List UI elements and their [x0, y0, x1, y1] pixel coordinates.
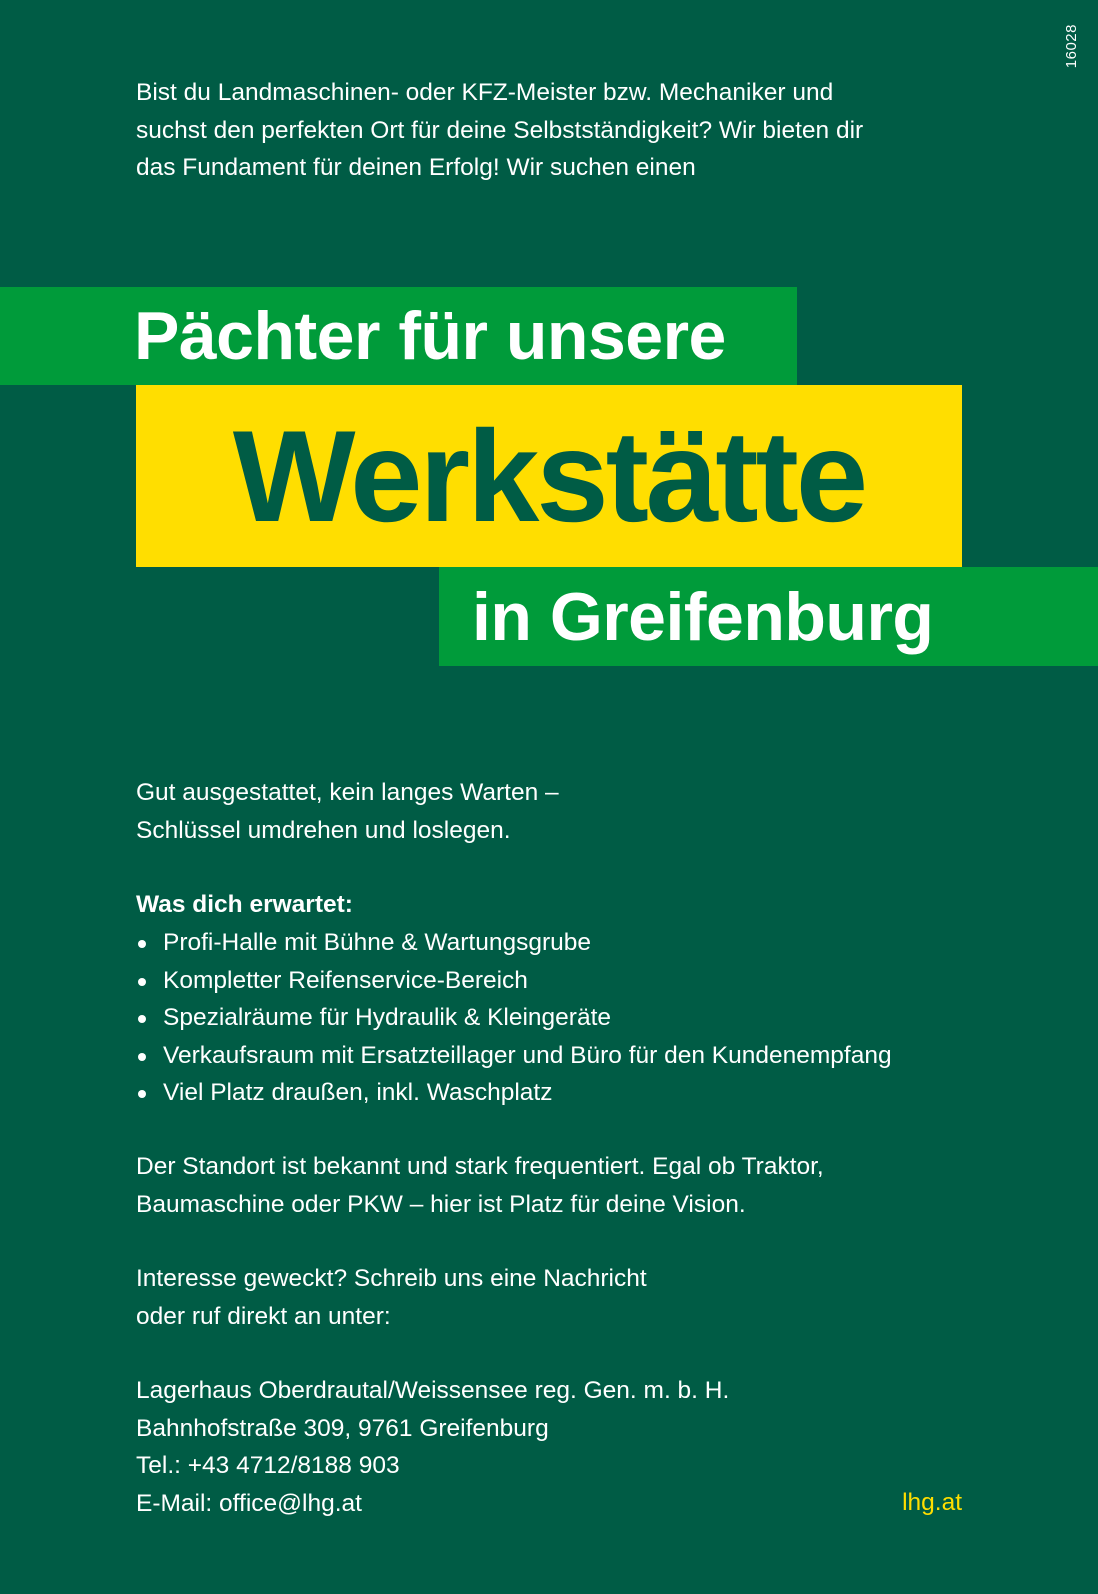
feature-item: Kompletter Reifenservice-Bereich — [136, 962, 966, 1000]
headline-line-1: Pächter für unsere — [134, 298, 726, 374]
website-link: lhg.at — [902, 1489, 962, 1516]
phone-number: Tel.: +43 4712/8188 903 — [136, 1452, 400, 1479]
feature-item: Viel Platz draußen, inkl. Waschplatz — [136, 1074, 966, 1112]
location-paragraph — [136, 1148, 966, 1223]
paragraph-line: Interesse geweckt? Schreib uns eine Nachricht — [136, 1265, 647, 1292]
paragraph-line: Schlüssel umdrehen und loslegen. — [136, 816, 511, 844]
feature-item: Verkaufsraum mit Ersatzteillager und Büro für den Kundenempfang — [136, 1037, 966, 1075]
intro-line: Bist du Landmaschinen- oder KFZ-Meister bzw. Mechaniker und — [136, 79, 834, 106]
call-to-action — [136, 1260, 966, 1335]
company-address: Bahnhofstraße 309, 9761 Greifenburg — [136, 1414, 549, 1442]
paragraph-line: Baumaschine oder PKW – hier ist Platz für deine Vision. — [136, 1190, 746, 1218]
features-title: Was dich erwartet: — [136, 891, 353, 918]
intro-line: das Fundament für deinen Erfolg! Wir suchen einen — [136, 154, 696, 181]
intro-line: suchst den perfekten Ort für deine Selbstständigkeit? Wir bieten dir — [136, 116, 864, 144]
intro-text — [136, 74, 966, 187]
company-name: Lagerhaus Oberdrautal/Weissensee reg. Gen. m. b. H. — [136, 1377, 730, 1404]
feature-item: Spezialräume für Hydraulik & Kleingeräte — [136, 999, 966, 1037]
email-address: E-Mail: office@lhg.at — [136, 1489, 362, 1517]
paragraph-line: Der Standort ist bekannt und stark frequentiert. Egal ob Traktor, — [136, 1153, 824, 1180]
contact-block — [136, 1372, 966, 1522]
reference-code: 16028 — [1063, 24, 1080, 69]
headline-line-3: in Greifenburg — [472, 579, 934, 655]
feature-item: Profi-Halle mit Bühne & Wartungsgrube — [136, 924, 966, 962]
intro-paragraph — [136, 774, 966, 849]
headline-line-2: Werkstätte — [232, 403, 866, 549]
paragraph-line: oder ruf direkt an unter: — [136, 1302, 391, 1330]
paragraph-line: Gut ausgestattet, kein langes Warten – — [136, 779, 559, 806]
features-list — [136, 924, 966, 1112]
